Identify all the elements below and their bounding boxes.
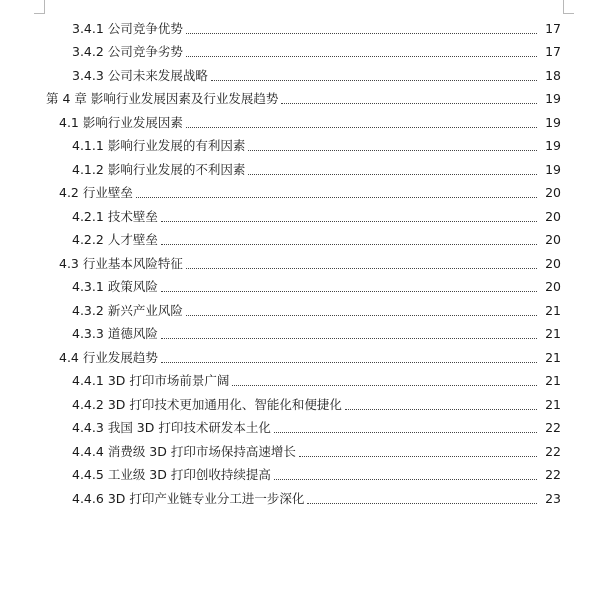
toc-entry-label: [72, 208, 159, 224]
toc-entry-page-number: 20: [545, 185, 561, 200]
toc-dot-leader: [232, 384, 537, 386]
toc-entry[interactable]: [0, 440, 607, 464]
toc-entry-number: 4.4.3: [72, 420, 104, 435]
toc-dot-leader: [161, 337, 537, 339]
toc-entry-label: [72, 46, 184, 59]
toc-entry-page-number: 21: [545, 396, 561, 412]
toc-entry-title: 行业壁垒: [82, 185, 133, 200]
toc-entry-number: 4.4.2: [72, 396, 104, 412]
toc-entry[interactable]: [0, 370, 607, 394]
toc-entry-number: 4.3: [59, 255, 79, 271]
toc-dot-leader: [186, 55, 537, 57]
toc-entry-label: [59, 187, 134, 200]
toc-entry-title: 技术壁垒: [107, 208, 158, 224]
toc-entry-number: 3.4.3: [72, 67, 104, 83]
toc-dot-leader: [186, 267, 537, 269]
toc-entry[interactable]: [0, 393, 607, 417]
toc-entry-number: 4.1: [59, 114, 79, 130]
toc-entry-label: [72, 281, 159, 294]
toc-entry-label: [59, 255, 184, 271]
toc-dot-leader: [161, 243, 537, 245]
toc-entry[interactable]: [0, 299, 607, 323]
toc-entry-label: [72, 375, 230, 388]
toc-entry-page-number: 21: [545, 349, 561, 365]
toc-entry-page-number: 18: [545, 67, 561, 83]
toc-entry[interactable]: [0, 88, 607, 112]
toc-entry-label: [59, 349, 159, 365]
toc-dot-leader: [274, 478, 537, 480]
toc-entry-title: 公司未来发展战略: [107, 67, 208, 83]
toc-entry-title: 新兴产业风险: [107, 302, 183, 318]
toc-entry-page-number: 19: [545, 114, 561, 130]
toc-entry-number: 4.4: [59, 349, 79, 365]
toc-entry[interactable]: [0, 64, 607, 88]
toc-entry-number: 4.2.1: [72, 208, 104, 224]
toc-dot-leader: [345, 408, 537, 410]
toc-entry-title: 人才壁垒: [107, 232, 158, 247]
toc-entry-label: [72, 396, 343, 412]
toc-entry-number: 4.4.6: [72, 490, 104, 506]
toc-entry[interactable]: [0, 229, 607, 253]
toc-entry-label: [72, 302, 184, 318]
toc-entry-label: [72, 140, 246, 153]
toc-dot-leader: [248, 149, 537, 151]
toc-entry-label: [72, 328, 159, 341]
toc-entry-title: 影响行业发展因素: [82, 114, 183, 130]
toc-entry-number: 4.4.1: [72, 373, 104, 388]
toc-entry-label: [72, 469, 272, 482]
toc-entry[interactable]: [0, 276, 607, 300]
toc-entry-title: 3D 打印产业链专业分工进一步深化: [107, 490, 305, 506]
toc-entry-title: 行业基本风险特征: [82, 255, 183, 271]
toc-entry-label: [72, 20, 184, 36]
toc-entry-title: 道德风险: [107, 326, 158, 341]
toc-entry-page-number: 20: [545, 255, 561, 271]
toc-entry-page-number: 19: [545, 91, 561, 106]
toc-entry-number: 4.4.4: [72, 443, 104, 459]
toc-dot-leader: [186, 32, 537, 34]
toc-dot-leader: [211, 79, 537, 81]
toc-entry[interactable]: [0, 17, 607, 41]
toc-entry-page-number: 20: [545, 279, 561, 294]
toc-entry-page-number: 19: [545, 161, 561, 177]
toc-entry[interactable]: [0, 346, 607, 370]
toc-entry-label: [72, 67, 209, 83]
toc-entry-number: 4.1.2: [72, 161, 104, 177]
toc-entry-title: 公司竞争优势: [107, 20, 183, 36]
toc-entry[interactable]: [0, 464, 607, 488]
toc-entry-page-number: 22: [545, 467, 561, 482]
toc-dot-leader: [307, 502, 537, 504]
toc-entry-page-number: 21: [545, 373, 561, 388]
crop-mark-top-left: [44, 0, 45, 14]
toc-entry-number: 4.2.2: [72, 232, 104, 247]
toc-dot-leader: [274, 431, 537, 433]
toc-dot-leader: [136, 196, 537, 198]
toc-dot-leader: [186, 126, 537, 128]
toc-entry-title: 影响行业发展的有利因素: [107, 138, 246, 153]
toc-entry-title: 3D 打印技术更加通用化、智能化和便捷化: [107, 396, 342, 412]
crop-mark-top-right: [563, 13, 574, 14]
toc-dot-leader: [186, 314, 537, 316]
table-of-contents: [0, 17, 607, 511]
toc-entry-page-number: 21: [545, 302, 561, 318]
toc-entry-page-number: 20: [545, 208, 561, 224]
crop-mark-top-right: [563, 0, 564, 14]
toc-entry-title: 影响行业发展因素及行业发展趋势: [90, 91, 279, 106]
toc-entry-number: 3.4.2: [72, 44, 104, 59]
toc-entry[interactable]: [0, 41, 607, 65]
crop-mark-top-left: [34, 13, 45, 14]
toc-dot-leader: [299, 455, 537, 457]
toc-dot-leader: [161, 220, 537, 222]
toc-dot-leader: [161, 290, 537, 292]
toc-entry-number: 4.2: [59, 185, 79, 200]
toc-entry-title: 我国 3D 打印技术研发本土化: [107, 420, 271, 435]
toc-entry-title: 公司竞争劣势: [107, 44, 183, 59]
toc-entry-title: 工业级 3D 打印创收持续提高: [107, 467, 271, 482]
toc-entry[interactable]: [0, 417, 607, 441]
toc-entry-number: 4.3.1: [72, 279, 104, 294]
toc-dot-leader: [161, 361, 537, 363]
toc-entry-title: 行业发展趋势: [82, 349, 158, 365]
toc-entry-page-number: 17: [545, 20, 561, 36]
toc-entry-label: [72, 490, 305, 506]
toc-entry-label: [72, 422, 272, 435]
toc-dot-leader: [248, 173, 537, 175]
toc-entry-number: 4.3.2: [72, 302, 104, 318]
toc-entry-number: 第 4 章: [46, 91, 87, 106]
toc-entry-label: [72, 234, 159, 247]
toc-entry-page-number: 17: [545, 44, 561, 59]
toc-entry[interactable]: [0, 205, 607, 229]
toc-entry-number: 4.1.1: [72, 138, 104, 153]
toc-entry-page-number: 19: [545, 138, 561, 153]
toc-entry-page-number: 21: [545, 326, 561, 341]
toc-entry-page-number: 22: [545, 443, 561, 459]
toc-entry[interactable]: [0, 158, 607, 182]
toc-entry-label: [46, 93, 279, 106]
toc-entry[interactable]: [0, 252, 607, 276]
toc-entry-label: [59, 114, 184, 130]
toc-entry-label: [72, 443, 297, 459]
toc-entry-number: 4.4.5: [72, 467, 104, 482]
toc-entry-title: 消费级 3D 打印市场保持高速增长: [107, 443, 296, 459]
toc-entry-title: 政策风险: [107, 279, 158, 294]
toc-entry[interactable]: [0, 111, 607, 135]
toc-entry-number: 3.4.1: [72, 20, 104, 36]
toc-dot-leader: [281, 102, 537, 104]
toc-entry-title: 影响行业发展的不利因素: [107, 161, 246, 177]
toc-entry-page-number: 22: [545, 420, 561, 435]
toc-entry[interactable]: [0, 135, 607, 159]
toc-entry-label: [72, 161, 246, 177]
toc-entry-page-number: 23: [545, 490, 561, 506]
toc-entry-page-number: 20: [545, 232, 561, 247]
toc-entry[interactable]: [0, 487, 607, 511]
toc-entry[interactable]: [0, 323, 607, 347]
toc-entry-number: 4.3.3: [72, 326, 104, 341]
toc-entry[interactable]: [0, 182, 607, 206]
toc-entry-title: 3D 打印市场前景广阔: [107, 373, 230, 388]
